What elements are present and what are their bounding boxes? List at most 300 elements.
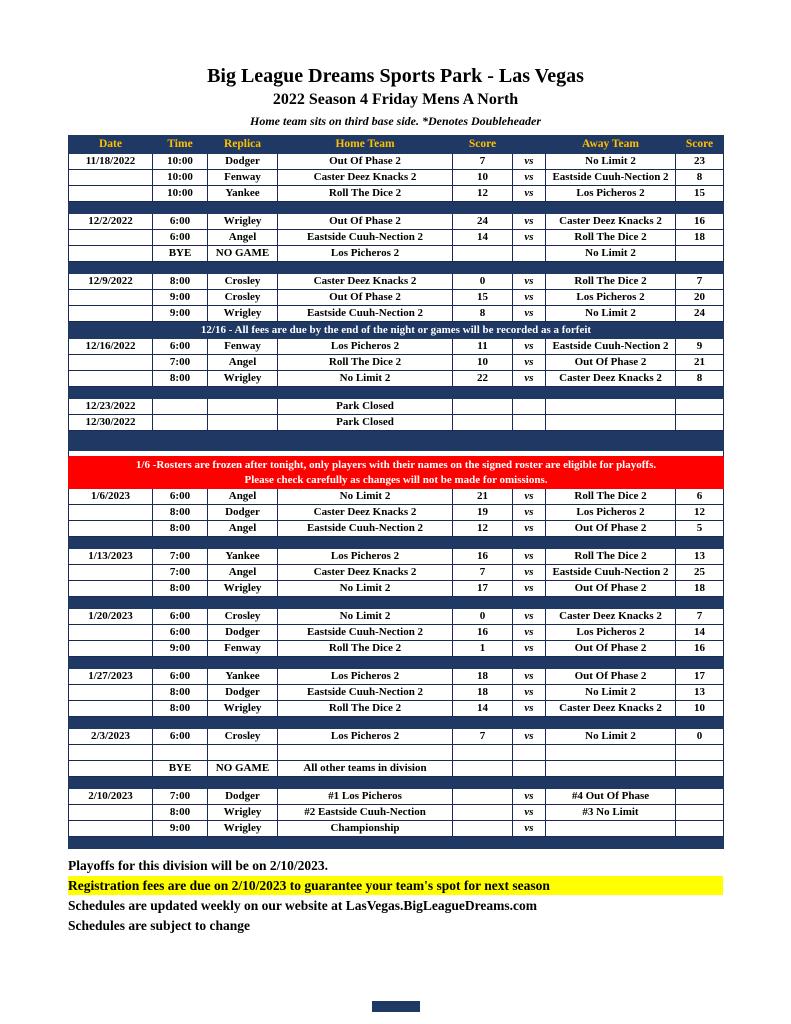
replica-cell: Fenway [208,170,278,186]
home-score-cell: 18 [453,669,513,685]
replica-cell: Dodger [208,789,278,805]
time-cell: 6:00 [153,230,208,246]
home-score-cell: 10 [453,355,513,371]
away-score-cell: 16 [676,214,724,230]
away-score-cell: 7 [676,274,724,290]
away-score-cell [676,821,724,837]
home-team-cell: Los Picheros 2 [278,339,453,355]
date-cell [69,371,153,387]
column-header-away-score: Score [676,136,724,154]
away-team-cell: Caster Deez Knacks 2 [546,214,676,230]
away-team-cell: Out Of Phase 2 [546,521,676,537]
replica-cell: Wrigley [208,701,278,717]
away-score-cell: 7 [676,609,724,625]
page-bottom-mark [372,1001,420,1012]
time-cell [153,415,208,431]
home-team-cell: Los Picheros 2 [278,549,453,565]
away-team-cell: No Limit 2 [546,729,676,745]
home-team-cell: #1 Los Picheros [278,789,453,805]
home-score-cell [453,415,513,431]
replica-cell: Wrigley [208,581,278,597]
home-score-cell: 0 [453,274,513,290]
time-cell [153,399,208,415]
date-cell: 11/18/2022 [69,154,153,170]
away-score-cell [676,745,724,761]
home-team-cell: Out Of Phase 2 [278,214,453,230]
home-team-cell: Caster Deez Knacks 2 [278,170,453,186]
home-team-cell: Park Closed [278,415,453,431]
vs-cell: vs [513,641,546,657]
home-team-cell: Eastside Cuuh-Nection 2 [278,521,453,537]
bye-row [69,246,724,262]
date-cell [69,685,153,701]
home-team-cell: All other teams in division [278,761,453,777]
home-team-cell: Roll The Dice 2 [278,355,453,371]
vs-cell: vs [513,669,546,685]
date-cell [69,625,153,641]
game-row [69,521,724,537]
time-cell: 8:00 [153,274,208,290]
away-score-cell: 0 [676,729,724,745]
footer-note: Schedules are updated weekly on our website at LasVegas.BigLeagueDreams.com [68,898,538,913]
away-score-cell: 18 [676,581,724,597]
replica-cell: Wrigley [208,371,278,387]
closed-row [69,415,724,431]
home-score-cell [453,399,513,415]
date-cell [69,355,153,371]
game-row [69,581,724,597]
vs-cell [513,246,546,262]
empty-row [69,745,724,761]
game-row [69,505,724,521]
separator-row [69,837,724,849]
date-cell [69,306,153,322]
vs-cell: vs [513,685,546,701]
replica-cell [208,415,278,431]
vs-cell: vs [513,821,546,837]
date-cell [69,821,153,837]
vs-cell: vs [513,214,546,230]
away-team-cell: Eastside Cuuh-Nection 2 [546,565,676,581]
separator-bar [69,262,724,274]
separator-bar [69,202,724,214]
replica-cell: Dodger [208,154,278,170]
away-team-cell: Out Of Phase 2 [546,669,676,685]
time-cell: 6:00 [153,729,208,745]
home-score-cell: 7 [453,154,513,170]
away-score-cell: 25 [676,565,724,581]
away-team-cell: No Limit 2 [546,306,676,322]
date-cell: 12/23/2022 [69,399,153,415]
away-team-cell [546,399,676,415]
away-score-cell: 12 [676,505,724,521]
away-team-cell: No Limit 2 [546,154,676,170]
away-score-cell: 9 [676,339,724,355]
away-score-cell: 17 [676,669,724,685]
replica-cell: Wrigley [208,214,278,230]
bye-row [69,761,724,777]
away-team-cell: Caster Deez Knacks 2 [546,371,676,387]
home-team-cell: Out Of Phase 2 [278,290,453,306]
time-cell: 10:00 [153,170,208,186]
vs-cell: vs [513,805,546,821]
replica-cell: Dodger [208,625,278,641]
away-team-cell: Los Picheros 2 [546,290,676,306]
away-team-cell: Los Picheros 2 [546,625,676,641]
date-cell: 12/30/2022 [69,415,153,431]
time-cell: 8:00 [153,805,208,821]
game-row [69,669,724,685]
vs-cell: vs [513,489,546,505]
column-header-row [69,136,724,154]
home-score-cell [453,789,513,805]
home-score-cell [453,246,513,262]
column-header-away-team: Away Team [546,136,676,154]
vs-cell: vs [513,565,546,581]
time-cell: 8:00 [153,521,208,537]
home-team-cell: Out Of Phase 2 [278,154,453,170]
replica-cell: Angel [208,230,278,246]
date-cell [69,701,153,717]
home-score-cell: 12 [453,521,513,537]
vs-cell [513,399,546,415]
home-team-cell: Eastside Cuuh-Nection 2 [278,230,453,246]
time-cell: 7:00 [153,565,208,581]
home-score-cell: 19 [453,505,513,521]
home-score-cell: 17 [453,581,513,597]
vs-cell: vs [513,789,546,805]
separator-bar [69,387,724,399]
time-cell: 7:00 [153,549,208,565]
date-cell [69,505,153,521]
date-cell [69,581,153,597]
home-team-cell: Los Picheros 2 [278,669,453,685]
game-row [69,805,724,821]
separator-row [69,387,724,399]
vs-cell: vs [513,701,546,717]
away-team-cell: #4 Out Of Phase [546,789,676,805]
away-score-cell: 16 [676,641,724,657]
away-team-cell: Roll The Dice 2 [546,549,676,565]
home-score-cell [453,805,513,821]
separator-row [69,717,724,729]
away-score-cell: 18 [676,230,724,246]
away-score-cell: 8 [676,371,724,387]
game-row [69,306,724,322]
away-team-cell: Eastside Cuuh-Nection 2 [546,339,676,355]
separator-row [69,202,724,214]
away-team-cell: Roll The Dice 2 [546,230,676,246]
replica-cell: Yankee [208,186,278,202]
replica-cell: Angel [208,355,278,371]
home-team-cell: Los Picheros 2 [278,246,453,262]
away-team-cell: Caster Deez Knacks 2 [546,609,676,625]
time-cell: 6:00 [153,609,208,625]
home-score-cell: 12 [453,186,513,202]
date-cell [69,230,153,246]
vs-cell [513,415,546,431]
game-row [69,371,724,387]
separator-bar [69,777,724,789]
game-row [69,821,724,837]
roster-freeze-banner-line: 1/6 -Rosters are frozen after tonight, only players with their names on the signed roster are eligible for playoffs. [135,458,657,471]
game-row [69,701,724,717]
date-cell: 1/20/2023 [69,609,153,625]
home-score-cell: 16 [453,549,513,565]
time-cell: 8:00 [153,371,208,387]
game-row [69,355,724,371]
time-cell: 8:00 [153,685,208,701]
vs-cell: vs [513,521,546,537]
time-cell: 9:00 [153,290,208,306]
vs-cell: vs [513,355,546,371]
vs-cell: vs [513,609,546,625]
away-team-cell [546,761,676,777]
separator-bar [69,597,724,609]
replica-cell: Angel [208,521,278,537]
date-cell [69,186,153,202]
away-team-cell: Caster Deez Knacks 2 [546,701,676,717]
game-row [69,729,724,745]
footer-note: Schedules are subject to change [68,918,250,933]
separator-row [69,537,724,549]
column-header-home-team: Home Team [278,136,453,154]
replica-cell: Crosley [208,729,278,745]
home-score-cell: 10 [453,170,513,186]
home-team-cell: No Limit 2 [278,609,453,625]
replica-cell: Crosley [208,274,278,290]
schedule-table [68,135,724,849]
vs-cell: vs [513,230,546,246]
separator-bar [69,537,724,549]
replica-cell: Crosley [208,609,278,625]
replica-cell: Yankee [208,549,278,565]
away-score-cell [676,399,724,415]
footer-note: Playoffs for this division will be on 2/10/2023. [68,858,329,873]
date-cell [69,521,153,537]
replica-cell: Wrigley [208,821,278,837]
away-score-cell [676,805,724,821]
home-score-cell: 15 [453,290,513,306]
time-cell: BYE [153,761,208,777]
away-team-cell: Out Of Phase 2 [546,581,676,597]
home-team-cell [278,745,453,761]
home-team-cell: No Limit 2 [278,581,453,597]
home-score-cell: 16 [453,625,513,641]
game-row [69,641,724,657]
separator-row [69,597,724,609]
time-cell: 10:00 [153,186,208,202]
replica-cell [208,399,278,415]
registration-fees-note: Registration fees are due on 2/10/2023 to guarantee your team's spot for next season [68,876,723,895]
time-cell: 8:00 [153,581,208,597]
home-score-cell [453,821,513,837]
vs-cell: vs [513,186,546,202]
vs-cell: vs [513,290,546,306]
away-score-cell: 14 [676,625,724,641]
away-score-cell: 10 [676,701,724,717]
fees-due-banner: 12/16 - All fees are due by the end of the night or games will be recorded as a forfeit [69,322,724,339]
replica-cell: Crosley [208,290,278,306]
away-team-cell: Out Of Phase 2 [546,641,676,657]
column-header-vs [513,136,546,154]
vs-cell: vs [513,505,546,521]
vs-cell: vs [513,306,546,322]
home-team-cell: Caster Deez Knacks 2 [278,565,453,581]
date-cell: 12/16/2022 [69,339,153,355]
schedule-table-body [69,154,724,849]
home-team-cell: Caster Deez Knacks 2 [278,505,453,521]
away-team-cell: Los Picheros 2 [546,186,676,202]
roster-freeze-banner [69,457,724,489]
time-cell: 6:00 [153,669,208,685]
home-team-cell: #2 Eastside Cuuh-Nection [278,805,453,821]
game-row [69,625,724,641]
date-cell [69,761,153,777]
vs-cell: vs [513,549,546,565]
banner_red-row [69,457,724,489]
home-team-cell: Eastside Cuuh-Nection 2 [278,685,453,701]
time-cell [153,745,208,761]
time-cell: 8:00 [153,505,208,521]
home-score-cell: 7 [453,729,513,745]
replica-cell: Fenway [208,641,278,657]
game-row [69,489,724,505]
home-team-cell: Los Picheros 2 [278,729,453,745]
away-team-cell: #3 No Limit [546,805,676,821]
game-row [69,290,724,306]
home-score-cell: 21 [453,489,513,505]
date-cell [69,565,153,581]
separator-row [69,657,724,669]
time-cell: 6:00 [153,625,208,641]
home-score-cell: 18 [453,685,513,701]
home-team-cell: No Limit 2 [278,489,453,505]
away-score-cell: 13 [676,549,724,565]
vs-cell: vs [513,274,546,290]
vs-cell: vs [513,339,546,355]
replica-cell: Wrigley [208,306,278,322]
separator-row [69,777,724,789]
home-score-cell: 22 [453,371,513,387]
replica-cell: Angel [208,489,278,505]
home-score-cell [453,761,513,777]
away-score-cell: 6 [676,489,724,505]
home-score-cell: 14 [453,230,513,246]
time-cell: 9:00 [153,641,208,657]
away-score-cell: 8 [676,170,724,186]
game-row [69,186,724,202]
page-title: Big League Dreams Sports Park - Las Vegas [207,65,584,87]
time-cell: BYE [153,246,208,262]
date-cell: 2/10/2023 [69,789,153,805]
away-team-cell [546,821,676,837]
vs-cell: vs [513,729,546,745]
away-team-cell: No Limit 2 [546,246,676,262]
replica-cell [208,745,278,761]
home-team-cell: Eastside Cuuh-Nection 2 [278,625,453,641]
away-score-cell: 21 [676,355,724,371]
date-cell [69,290,153,306]
time-cell: 7:00 [153,789,208,805]
column-header-time: Time [153,136,208,154]
replica-cell: Fenway [208,339,278,355]
away-score-cell: 20 [676,290,724,306]
separator-bar [69,431,724,451]
footer-notes [68,856,723,935]
date-cell: 1/13/2023 [69,549,153,565]
date-cell: 12/2/2022 [69,214,153,230]
date-cell: 1/6/2023 [69,489,153,505]
vs-cell [513,761,546,777]
home-team-cell: Roll The Dice 2 [278,186,453,202]
vs-cell [513,745,546,761]
away-team-cell: Roll The Dice 2 [546,489,676,505]
time-cell: 6:00 [153,489,208,505]
home-score-cell: 14 [453,701,513,717]
roster-freeze-banner-line: Please check carefully as changes will not be made for omissions. [244,473,548,486]
game-row [69,339,724,355]
replica-cell: Dodger [208,505,278,521]
date-cell: 12/9/2022 [69,274,153,290]
date-cell [69,641,153,657]
game-row [69,230,724,246]
away-team-cell: Out Of Phase 2 [546,355,676,371]
vs-cell: vs [513,625,546,641]
away-score-cell [676,246,724,262]
game-row [69,549,724,565]
away-team-cell: No Limit 2 [546,685,676,701]
away-score-cell [676,415,724,431]
away-score-cell: 23 [676,154,724,170]
away-score-cell: 5 [676,521,724,537]
game-row [69,609,724,625]
date-cell [69,246,153,262]
banner-row [69,322,724,339]
away-score-cell: 13 [676,685,724,701]
game-row [69,565,724,581]
separator-row [69,262,724,274]
away-score-cell: 24 [676,306,724,322]
home-team-cell: Championship [278,821,453,837]
replica-cell: NO GAME [208,246,278,262]
replica-cell: NO GAME [208,761,278,777]
home-team-cell: Caster Deez Knacks 2 [278,274,453,290]
date-cell: 1/27/2023 [69,669,153,685]
replica-cell: Yankee [208,669,278,685]
home-score-cell: 11 [453,339,513,355]
page-subtitle: 2022 Season 4 Friday Mens A North [272,91,519,108]
date-cell [69,745,153,761]
home-score-cell: 7 [453,565,513,581]
time-cell: 9:00 [153,306,208,322]
time-cell: 10:00 [153,154,208,170]
replica-cell: Wrigley [208,805,278,821]
away-team-cell [546,415,676,431]
game-row [69,274,724,290]
home-team-cell: Eastside Cuuh-Nection 2 [278,306,453,322]
game-row [69,154,724,170]
home-score-cell [453,745,513,761]
game-row [69,685,724,701]
replica-cell: Dodger [208,685,278,701]
home-team-cell: Park Closed [278,399,453,415]
time-cell: 6:00 [153,214,208,230]
home-score-cell: 0 [453,609,513,625]
vs-cell: vs [513,371,546,387]
column-header-replica: Replica [208,136,278,154]
away-score-cell: 15 [676,186,724,202]
